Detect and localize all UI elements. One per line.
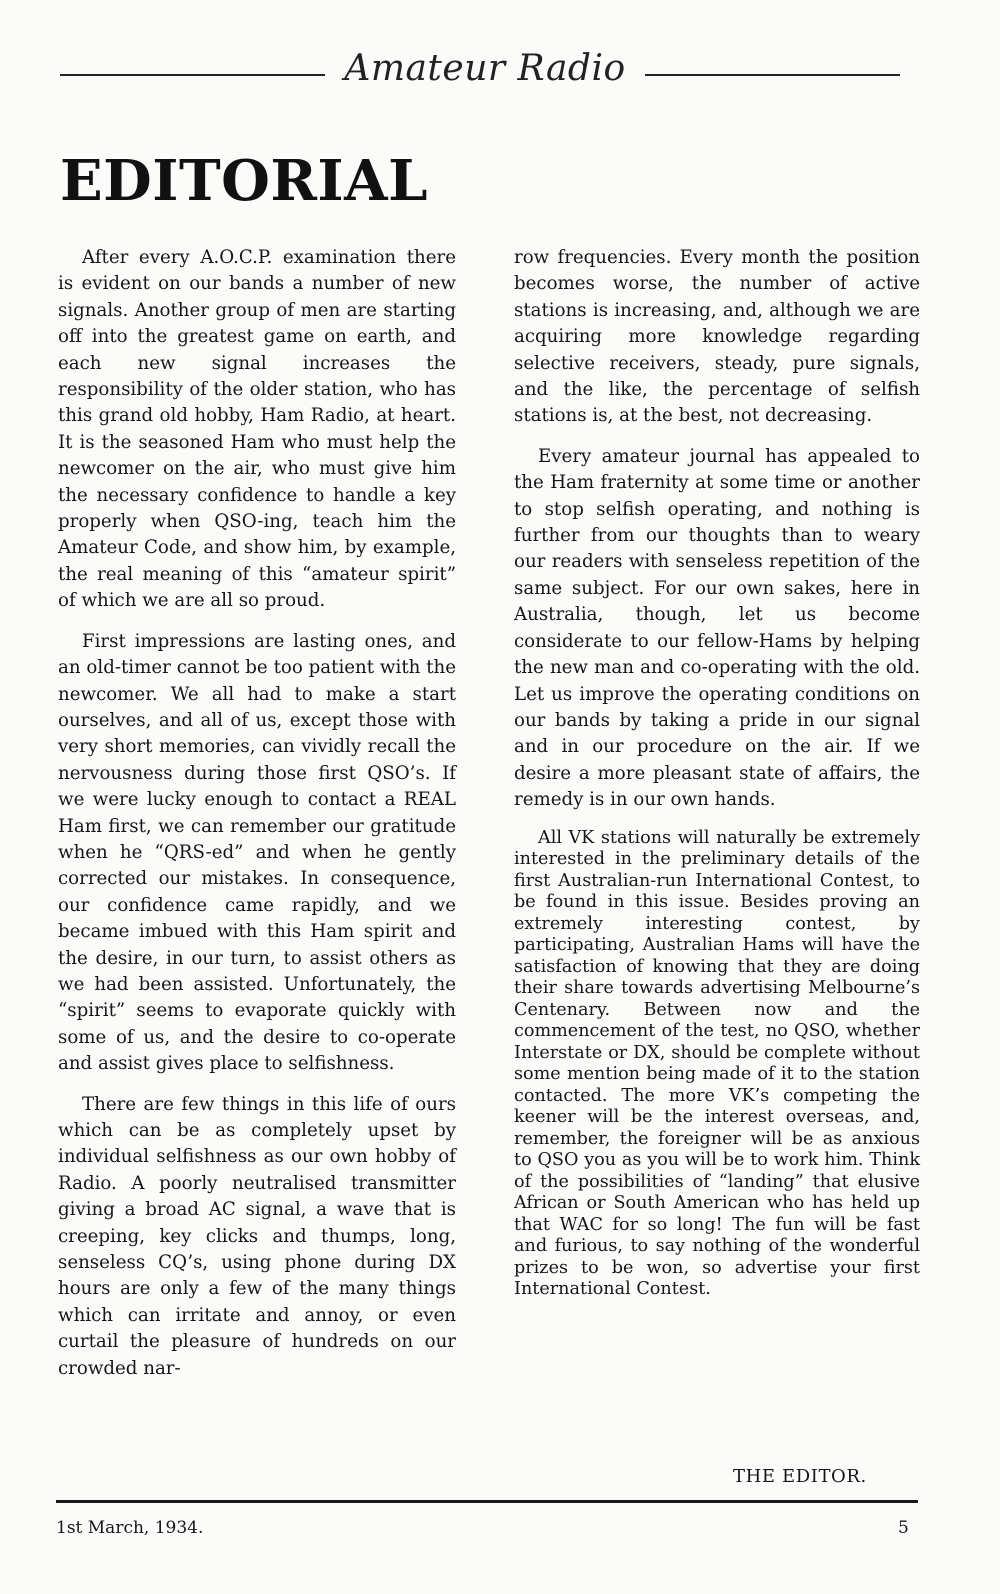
paragraph: row frequencies. Every month the position becomes worse, the number of active stations is increasing, and, although we are acquiring more knowledge regarding selective receivers, steady, pure signals, and the like, the percentage of selfish stations is, at the best, not decreasing. — [514, 247, 920, 427]
footer-rule — [56, 1500, 918, 1503]
paragraph: All VK stations will naturally be extremely interested in the preliminary details of the first Australian-run International Contest, to be found in this issue. Besides proving an extremely interesting contest, by participating, Australian Hams will have the satisfaction of knowing that they are doing their share towards advertising Melbourne’s Centenary. Between now and the commencement of the test, no QSO, whether Interstate or DX, should be complete without some mention being made of it to the station contacted. The more VK’s competing the keener will be the interest overseas, and, remember, the foreigner will be as anxious to QSO you as you will be to work him. Think of the possibilities of “landing” that elusive African or South American who has held up that WAC for so long! The fun will be fast and furious, to say nothing of the wonderful prizes to be won, so advertise your first International Contest. — [514, 827, 920, 1300]
header-rule-right — [645, 74, 900, 76]
page-number: 5 — [898, 1518, 909, 1538]
paragraph: After every A.O.C.P. examination there is evident on our bands a number of new signals. Another group of men are starting off into the greatest game on earth, and each new signal increases the responsibility of the older station, who has this grand old hobby, Ham Radio, at heart. It is the seasoned Ham who must help the newcomer on the air, who must give him the necessary confidence to handle a key properly when QSO-ing, teach him the Amateur Code, and show him, by example, the real meaning of this “amateur spirit” of which we are all so proud. — [58, 247, 456, 612]
editor-signature: THE EDITOR. — [733, 1466, 867, 1487]
article-title: EDITORIAL — [60, 148, 428, 214]
paragraph: Every amateur journal has appealed to the Ham fraternity at some time or another to stop selfish operating, and nothing is further from our thoughts than to weary our readers with senseless repetition of the same subject. For our own sakes, here in Australia, though, let us become considerate to our fellow-Hams by helping the new man and co-operating with the old. Let us improve the operating conditions on our bands by taking a pride in our signal and in our procedure on the air. If we desire a more pleasant state of affairs, the remedy is in our own hands. — [514, 445, 920, 811]
masthead: Amateur Radio — [344, 48, 626, 89]
header-rule-left — [60, 74, 325, 76]
paragraph: First impressions are lasting ones, and an old-timer cannot be too patient with the newcomer. We all had to make a start ourselves, and all of us, except those with very short memories, can vividly recall the nervousness during those first QSO’s. If we were lucky enough to contact a REAL Ham first, we can remember our gratitude when he “QRS-ed” and when he gently corrected our mistakes. In consequence, our confidence came rapidly, and we became imbued with this Ham spirit and the desire, in our turn, to assist others as we had been assisted. Unfortunately, the “spirit” seems to evaporate quickly with some of us, and the desire to co-operate and assist gives place to selfishness. — [58, 630, 456, 1075]
page-header — [60, 44, 900, 104]
left-column — [58, 245, 456, 1396]
right-column — [514, 245, 920, 1307]
paragraph: There are few things in this life of ours which can be as completely upset by individual selfishness as our own hobby of Radio. A poorly neutralised transmitter giving a broad AC signal, a wave that is creeping, key clicks and thumps, long, senseless CQ’s, using phone during DX hours are only a few of the many things which can irritate and annoy, or even curtail the pleasure of hundreds on our crowded nar- — [58, 1093, 456, 1379]
issue-date: 1st March, 1934. — [56, 1518, 204, 1538]
